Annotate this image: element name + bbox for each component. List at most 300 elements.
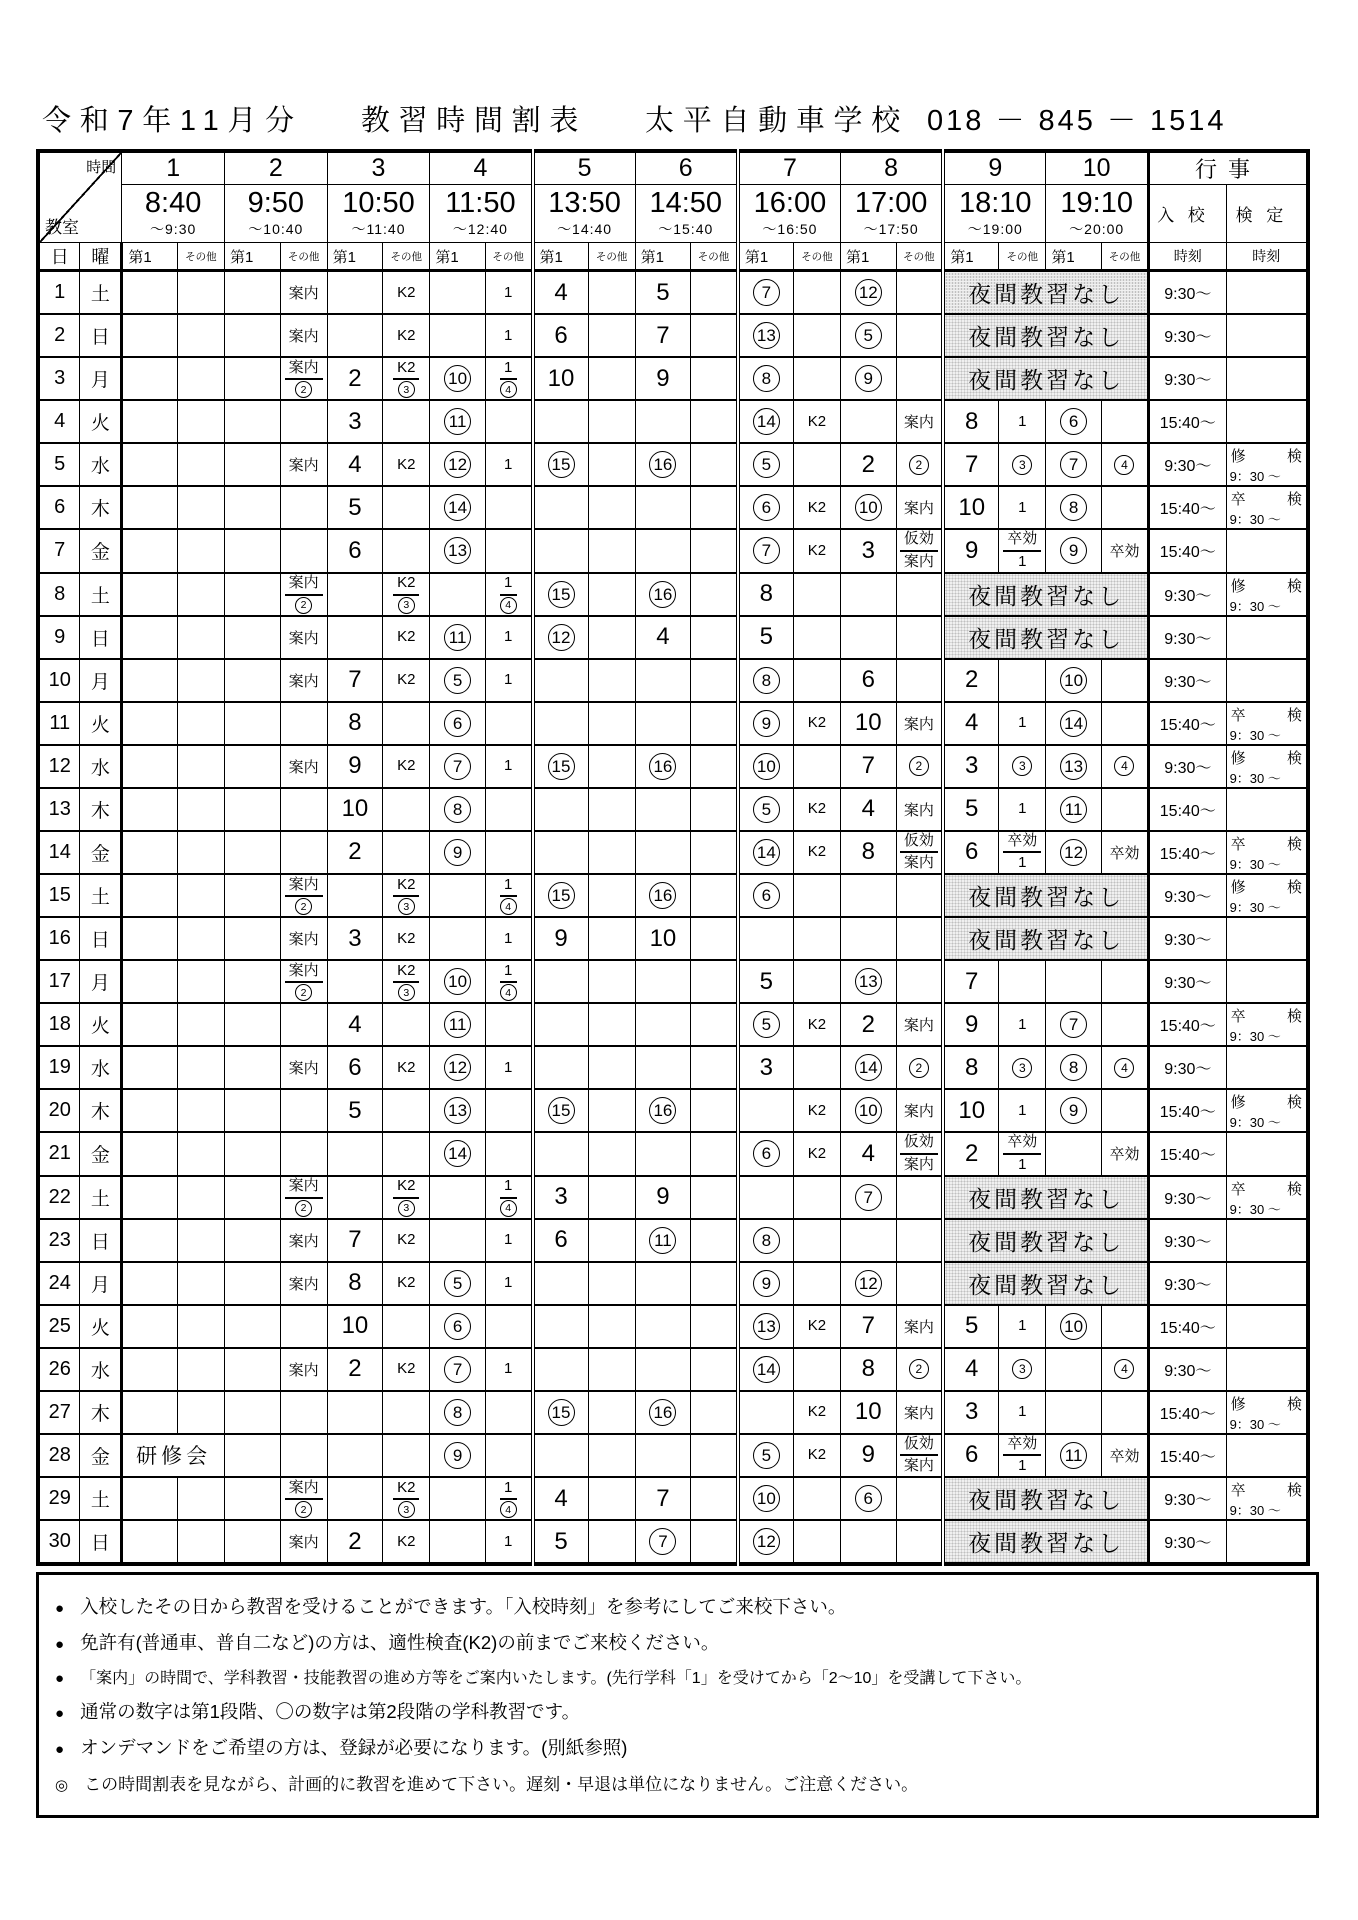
exam-cell (1226, 529, 1308, 573)
lesson-cell-other (177, 659, 224, 702)
circled-number: 4 (500, 898, 517, 915)
lesson-cell-first (224, 1520, 280, 1564)
cell-text: 7 (965, 450, 979, 478)
cell-text: K2 (397, 358, 416, 376)
cell-text: 1 (504, 358, 513, 376)
first-sub-header: 第1 (635, 243, 691, 271)
lesson-cell-first (327, 357, 383, 400)
exam-time: 9：30 ～ (1229, 856, 1281, 872)
night-no-lesson-cell: 夜間教習なし (943, 874, 1148, 917)
lesson-cell-first (635, 1520, 691, 1564)
circled-number: 2 (295, 898, 312, 915)
lesson-cell-first (943, 788, 999, 831)
note-item (55, 1593, 1300, 1619)
cell-text: 案内 (288, 629, 319, 647)
lesson-cell-first (841, 745, 897, 788)
start-time: 10:50 (342, 186, 415, 219)
end-time: ～20:00 (1069, 221, 1125, 238)
lesson-cell-first (327, 443, 383, 486)
lesson-cell-first (738, 702, 794, 745)
cell-text: 8 (861, 838, 875, 866)
lesson-cell-other (588, 1219, 635, 1262)
circled-number: 11 (444, 408, 471, 435)
lesson-cell-other (793, 1132, 840, 1176)
circled-number: 6 (753, 882, 780, 909)
lesson-cell-first (122, 1132, 178, 1176)
lesson-cell-other (588, 486, 635, 529)
lesson-cell-other (177, 1262, 224, 1305)
lesson-cell-first (122, 745, 178, 788)
lesson-cell-other (999, 1132, 1046, 1176)
lesson-cell-first (738, 1132, 794, 1176)
lesson-cell-first (1046, 1132, 1102, 1176)
circled-number: 11 (649, 1227, 676, 1254)
lesson-cell-first (943, 960, 999, 1003)
cell-text: 7 (656, 1484, 670, 1512)
lesson-cell-other (1101, 1348, 1148, 1391)
cell-text: K2 (807, 1101, 827, 1119)
stacked-cell (1003, 1133, 1041, 1175)
period-number: 5 (533, 151, 636, 185)
lesson-cell-other (1101, 1305, 1148, 1348)
cell-text: 6 (965, 1441, 979, 1469)
circled-number: 2 (909, 756, 929, 776)
title-doc: 教習時間割表 (360, 105, 588, 137)
cell-text: 案内 (903, 1017, 934, 1034)
lesson-cell-other (588, 659, 635, 702)
circled-number: 6 (753, 494, 780, 521)
other-sub-header: その他 (999, 243, 1046, 271)
note-item (55, 1734, 1300, 1760)
timetable-row (38, 529, 1308, 573)
lesson-cell-other (383, 1262, 430, 1305)
lesson-cell-first (1046, 1348, 1102, 1391)
lesson-cell-first (738, 1089, 794, 1132)
lesson-cell-first (224, 616, 280, 659)
stacked-cell (285, 876, 323, 916)
lesson-cell-first (430, 357, 486, 400)
lesson-cell-other (383, 616, 430, 659)
circled-number: 13 (444, 1097, 471, 1124)
cell-text: 卒効 (1007, 831, 1038, 849)
weekday-cell: 木 (80, 788, 122, 831)
exam-time: 9：30 ～ (1229, 1416, 1281, 1432)
first-sub-header: 第1 (327, 243, 383, 271)
lesson-cell-other (280, 1391, 327, 1434)
night-no-lesson-cell: 夜間教習なし (943, 1477, 1148, 1520)
cell-text: 4 (554, 278, 568, 306)
period-number: 1 (122, 151, 225, 185)
weekday-cell: 月 (80, 960, 122, 1003)
end-time: ～12:40 (452, 221, 508, 238)
first-sub-header: 第1 (533, 243, 589, 271)
cell-text: 案内 (288, 1275, 319, 1293)
note-text: 「案内」の時間で、学科教習・技能教習の進め方等をご案内いたします。(先行学科「1」を受けてから「2～10」を受講して下さい。 (80, 1670, 1032, 1687)
entry-time-cell: 9:30～ (1149, 1520, 1227, 1564)
weekday-cell: 水 (80, 1348, 122, 1391)
lesson-cell-first (841, 1305, 897, 1348)
circled-number: 9 (444, 1442, 471, 1469)
lesson-cell-other (177, 486, 224, 529)
exam-cell (1226, 702, 1308, 745)
cell-text: 5 (554, 1527, 568, 1555)
lesson-cell-other (691, 788, 738, 831)
lesson-cell-other (793, 1391, 840, 1434)
lesson-cell-first (533, 1477, 589, 1520)
lesson-cell-other (999, 529, 1046, 573)
start-time: 8:40 (144, 186, 202, 219)
period-number: 9 (943, 151, 1046, 185)
cell-text: 6 (554, 1226, 568, 1253)
exam-time: 9：30 ～ (1229, 1029, 1281, 1044)
lesson-cell-other (896, 271, 943, 315)
circled-number: 10 (444, 365, 471, 392)
lesson-cell-first (738, 917, 794, 960)
lesson-cell-other (1101, 831, 1148, 875)
lesson-cell-other (588, 788, 635, 831)
lesson-cell-first (430, 788, 486, 831)
stacked-cell (393, 1177, 419, 1217)
exam-time: 9：30 ～ (1229, 469, 1281, 484)
day-cell: 3 (38, 357, 80, 400)
stacked-cell (900, 1435, 938, 1477)
lesson-cell-first (635, 1176, 691, 1219)
circled-number: 10 (753, 1485, 780, 1512)
lesson-cell-first (943, 1305, 999, 1348)
lesson-cell-first (327, 529, 383, 573)
weekday-cell: 日 (80, 314, 122, 357)
lesson-cell-other (485, 271, 532, 315)
timetable-row (38, 1262, 1308, 1305)
lesson-cell-other (280, 1089, 327, 1132)
lesson-cell-other (588, 1132, 635, 1176)
lesson-cell-first (122, 357, 178, 400)
cell-text: 案内 (903, 1155, 934, 1173)
period-time (841, 185, 944, 243)
circled-number: 16 (649, 1097, 676, 1124)
lesson-cell-other (999, 831, 1046, 875)
lesson-cell-other (485, 314, 532, 357)
lesson-cell-first (841, 788, 897, 831)
lesson-cell-other (280, 1219, 327, 1262)
lesson-cell-other (896, 1477, 943, 1520)
lesson-cell-first (224, 1003, 280, 1046)
circled-number: 6 (855, 1485, 882, 1512)
exam-time: 9：30 ～ (1229, 598, 1281, 614)
lesson-cell-first (224, 702, 280, 745)
cell-text: 5 (759, 967, 774, 995)
circled-number: 13 (753, 322, 780, 349)
circled-number: 2 (295, 984, 312, 1001)
lesson-cell-first (533, 400, 589, 443)
lesson-cell-other (691, 831, 738, 875)
circled-number: 8 (753, 365, 780, 392)
lesson-cell-other (177, 702, 224, 745)
lesson-cell-first (635, 1348, 691, 1391)
lesson-cell-first (122, 831, 178, 875)
lesson-cell-other (999, 1434, 1046, 1478)
day-cell: 30 (38, 1520, 80, 1564)
cell-text: 1 (1018, 1101, 1027, 1119)
lesson-cell-other (485, 1219, 532, 1262)
lesson-cell-first (943, 1434, 999, 1478)
cell-text: 案内 (903, 1318, 934, 1336)
lesson-cell-other (280, 1262, 327, 1305)
lesson-cell-other (177, 314, 224, 357)
lesson-cell-first (533, 271, 589, 315)
lesson-cell-first (1046, 1391, 1102, 1434)
exam-cell (1226, 659, 1308, 702)
exam-cell (1226, 1520, 1308, 1564)
lesson-cell-first (841, 874, 897, 917)
circled-number: 7 (444, 753, 471, 780)
day-cell: 12 (38, 745, 80, 788)
entry-time-cell: 15:40～ (1149, 788, 1227, 831)
cell-text: K2 (397, 1360, 416, 1377)
cell-text: 案内 (288, 358, 319, 376)
cell-text: 5 (965, 1312, 979, 1339)
lesson-cell-first (1046, 960, 1102, 1003)
cell-text: K2 (397, 326, 416, 344)
lesson-cell-first (327, 1262, 383, 1305)
lesson-cell-first (943, 702, 999, 745)
lesson-cell-first (122, 443, 178, 486)
lesson-cell-first (224, 745, 280, 788)
lesson-cell-first (430, 271, 486, 315)
start-time: 14:50 (649, 186, 723, 219)
lesson-cell-first (122, 659, 178, 702)
lesson-cell-other (691, 1003, 738, 1046)
stacked-cell (1003, 530, 1041, 572)
lesson-cell-first (327, 831, 383, 875)
cell-text: K2 (397, 671, 416, 688)
cell-text: 1 (504, 1231, 513, 1248)
lesson-cell-other (691, 529, 738, 573)
lesson-cell-first (1046, 529, 1102, 573)
lesson-cell-first (327, 314, 383, 357)
lesson-cell-first (224, 659, 280, 702)
night-no-lesson-cell: 夜間教習なし (943, 1176, 1148, 1219)
lesson-cell-other (485, 1305, 532, 1348)
other-sub-header: その他 (691, 243, 738, 271)
circled-number: 8 (753, 667, 780, 694)
lesson-cell-first (122, 400, 178, 443)
lesson-cell-first (224, 1132, 280, 1176)
lesson-cell-other (485, 917, 532, 960)
timetable-row (38, 1477, 1308, 1520)
cell-text: 1 (1018, 1457, 1027, 1475)
lesson-cell-first (841, 960, 897, 1003)
lesson-cell-other (1101, 400, 1148, 443)
lesson-cell-other (793, 1477, 840, 1520)
lesson-cell-first (327, 271, 383, 315)
circled-number: 15 (548, 1097, 575, 1124)
lesson-cell-other (793, 1089, 840, 1132)
cell-text: 4 (348, 1010, 362, 1038)
cell-text: 案内 (903, 715, 934, 733)
lesson-cell-other (999, 1089, 1046, 1132)
entry-time-cell: 15:40～ (1149, 1003, 1227, 1046)
cell-text: 仮効 (903, 530, 934, 547)
lesson-cell-other (588, 1305, 635, 1348)
other-sub-header: その他 (280, 243, 327, 271)
lesson-cell-other (588, 529, 635, 573)
cell-text: 9 (965, 1010, 979, 1038)
circled-number: 5 (753, 451, 780, 478)
night-no-lesson-cell: 夜間教習なし (943, 271, 1148, 315)
lesson-cell-first (327, 400, 383, 443)
circled-number: 4 (500, 597, 517, 614)
lesson-cell-other (383, 1391, 430, 1434)
lesson-cell-other (383, 1477, 430, 1520)
cell-text: 3 (554, 1183, 568, 1210)
circled-number: 16 (649, 581, 676, 608)
lesson-cell-other (691, 1132, 738, 1176)
lesson-cell-other (896, 917, 943, 960)
lesson-cell-other (896, 1003, 943, 1046)
lesson-cell-other (896, 1434, 943, 1478)
timetable-row (38, 1391, 1308, 1434)
corner-time-label: 時間 (86, 159, 117, 176)
circled-number: 3 (1012, 1359, 1032, 1379)
lesson-cell-first (1046, 1089, 1102, 1132)
lesson-cell-first (841, 357, 897, 400)
lesson-cell-other (383, 1046, 430, 1089)
lesson-cell-other (793, 486, 840, 529)
lesson-cell-first (327, 788, 383, 831)
day-cell: 18 (38, 1003, 80, 1046)
weekday-header: 曜 (80, 243, 122, 271)
circled-number: 6 (444, 710, 471, 737)
lesson-cell-first (430, 1132, 486, 1176)
lesson-cell-other (177, 1305, 224, 1348)
lesson-cell-other (588, 745, 635, 788)
weekday-cell: 水 (80, 443, 122, 486)
stacked-cell (500, 876, 517, 916)
cell-text: 2 (861, 1010, 875, 1038)
lesson-cell-other (793, 616, 840, 659)
circled-number: 12 (753, 1528, 780, 1555)
lesson-cell-other (177, 745, 224, 788)
lesson-cell-other (691, 1520, 738, 1564)
exam-cell (1226, 1477, 1308, 1520)
weekday-cell: 金 (80, 1434, 122, 1478)
stacked-cell (285, 1479, 323, 1519)
lesson-cell-other (383, 529, 430, 573)
exam-type: 修 検 (1230, 448, 1302, 465)
lesson-cell-first (122, 1089, 178, 1132)
lesson-cell-other (383, 1003, 430, 1046)
lesson-cell-first (533, 1520, 589, 1564)
period-time (224, 185, 327, 243)
first-sub-header: 第1 (943, 243, 999, 271)
stacked-cell (500, 1177, 517, 1217)
weekday-cell: 土 (80, 271, 122, 315)
cell-text: 7 (656, 321, 670, 349)
lesson-cell-first (943, 529, 999, 573)
cell-text: 3 (965, 752, 979, 779)
lesson-cell-other (280, 1434, 327, 1478)
weekday-cell: 火 (80, 1003, 122, 1046)
circled-number: 7 (855, 1184, 882, 1211)
cell-text: 5 (348, 493, 362, 521)
cell-text: 1 (504, 574, 513, 592)
lesson-cell-first (533, 616, 589, 659)
cell-text: 10 (958, 493, 986, 521)
lesson-cell-first (327, 1477, 383, 1520)
lesson-cell-first (122, 486, 178, 529)
entry-time-cell: 9:30～ (1149, 960, 1227, 1003)
circled-number: 10 (444, 968, 471, 995)
lesson-cell-other (383, 917, 430, 960)
cell-text: K2 (397, 574, 416, 592)
lesson-cell-other (896, 443, 943, 486)
lesson-cell-other (896, 831, 943, 875)
exam-time: 9：30 ～ (1229, 1201, 1281, 1217)
lesson-cell-first (122, 1046, 178, 1089)
lesson-cell-other (280, 745, 327, 788)
lesson-cell-other (280, 917, 327, 960)
cell-text: 4 (861, 795, 875, 822)
lesson-cell-first (533, 357, 589, 400)
lesson-cell-other (691, 486, 738, 529)
lesson-cell-other (896, 1219, 943, 1262)
lesson-cell-first (224, 400, 280, 443)
cell-text: 7 (965, 967, 979, 995)
lesson-cell-other (1101, 1089, 1148, 1132)
circled-number: 7 (753, 537, 780, 564)
cell-text: 9 (656, 1183, 670, 1210)
lesson-cell-other (588, 573, 635, 616)
circled-number: 12 (444, 1054, 471, 1081)
lesson-cell-other (793, 271, 840, 315)
lesson-cell-other (793, 917, 840, 960)
weekday-cell: 日 (80, 917, 122, 960)
stacked-cell (1003, 1435, 1041, 1477)
lesson-cell-first (943, 831, 999, 875)
weekday-cell: 土 (80, 874, 122, 917)
lesson-cell-first (635, 573, 691, 616)
lesson-cell-other (383, 1520, 430, 1564)
stacked-cell (285, 359, 323, 399)
lesson-cell-other (896, 745, 943, 788)
cell-text: 2 (348, 838, 362, 866)
day-cell: 7 (38, 529, 80, 573)
lesson-cell-other (999, 486, 1046, 529)
cell-text: K2 (807, 1015, 827, 1033)
circled-number: 14 (855, 1054, 882, 1081)
lesson-cell-first (224, 443, 280, 486)
period-time (738, 185, 841, 243)
circled-number: 4 (500, 1501, 517, 1518)
lesson-cell-first (327, 573, 383, 616)
cell-text: K2 (397, 1478, 416, 1496)
period-number: 6 (635, 151, 738, 185)
lesson-cell-other (177, 1003, 224, 1046)
lesson-cell-first (841, 1262, 897, 1305)
lesson-cell-first (533, 443, 589, 486)
lesson-cell-other (485, 529, 532, 573)
circled-number: 8 (444, 796, 471, 823)
other-sub-header: その他 (896, 243, 943, 271)
lesson-cell-first (738, 443, 794, 486)
lesson-cell-other (1101, 788, 1148, 831)
cell-text: 7 (348, 1226, 362, 1253)
timetable-row (38, 745, 1308, 788)
period-number: 3 (327, 151, 430, 185)
lesson-cell-first (122, 1003, 178, 1046)
note-text: 免許有(普通車、普自二など)の方は、適性検査(K2)の前までご来校ください。 (80, 1632, 720, 1653)
